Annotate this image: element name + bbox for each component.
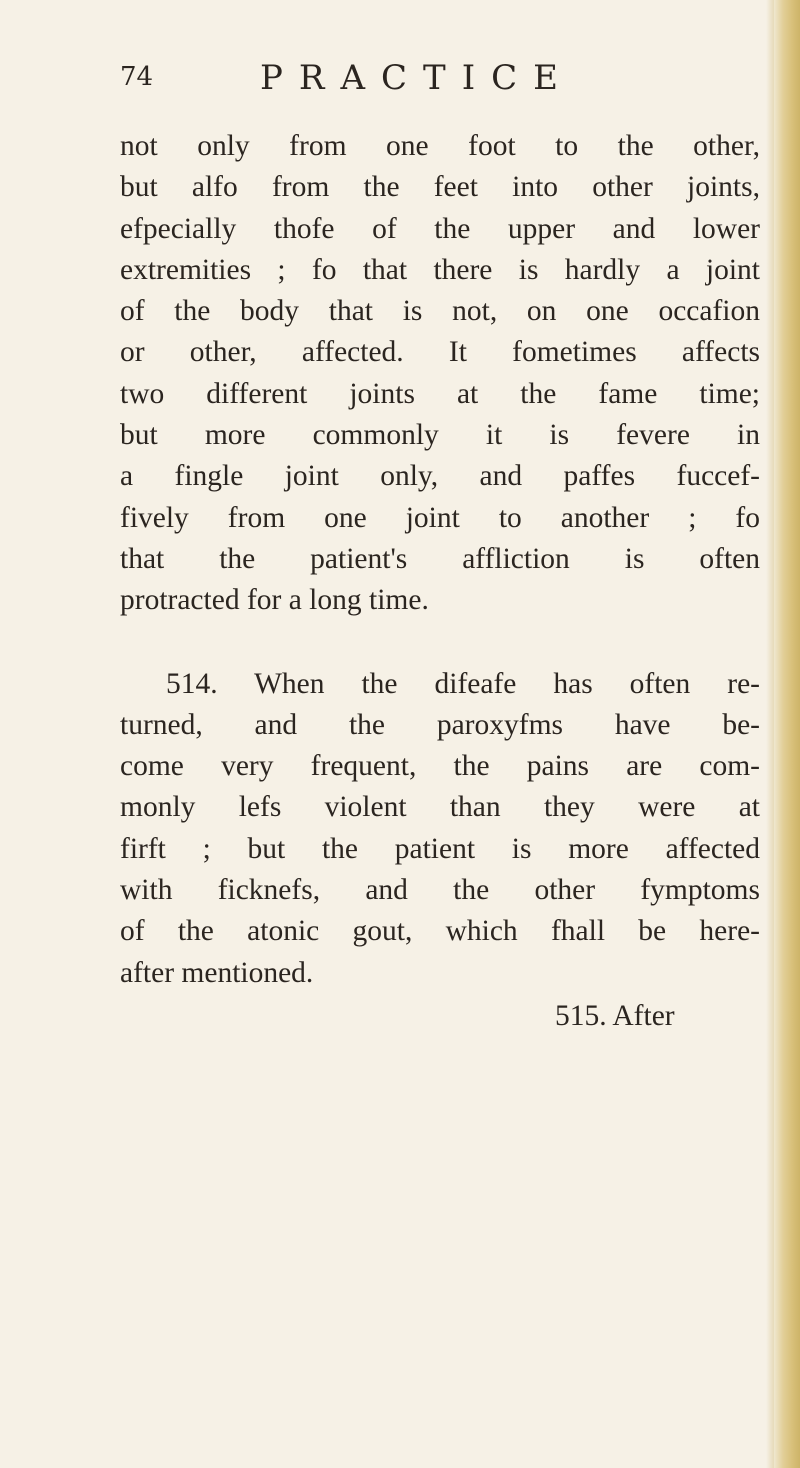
text-line: 514. When the difeafe has often re- bbox=[166, 667, 760, 700]
running-title: PRACTICE bbox=[260, 58, 574, 98]
paragraph-gap bbox=[120, 622, 760, 664]
page-edge-shadow bbox=[766, 0, 774, 1468]
text-line: not only from one foot to the other, bbox=[120, 130, 760, 162]
text-line: after mentioned. bbox=[120, 956, 314, 989]
running-head bbox=[120, 58, 760, 102]
text-line: monly lefs violent than they were at bbox=[120, 791, 760, 824]
page-number: 74 bbox=[120, 62, 154, 92]
text-line: protracted for a long time. bbox=[120, 584, 429, 617]
text-line: fively from one joint to another ; fo bbox=[120, 501, 760, 534]
text-line: firft ; but the patient is more affected bbox=[120, 832, 760, 865]
text-line: extremities ; fo that there is hardly a joint bbox=[120, 253, 760, 286]
page-edge bbox=[774, 0, 800, 1468]
text-line: with ficknefs, and the other fymptoms bbox=[120, 874, 760, 907]
catchword: 515. After bbox=[555, 1000, 675, 1032]
text-line: come very frequent, the pains are com- bbox=[120, 750, 760, 783]
text-line: but more commonly it is fevere in bbox=[120, 419, 760, 452]
text-line: of the atonic gout, which fhall be here- bbox=[120, 915, 760, 948]
paragraph-1 bbox=[120, 126, 760, 622]
text-line: but alfo from the feet into other joints, bbox=[120, 171, 760, 204]
text-line: efpecially thofe of the upper and lower bbox=[120, 212, 760, 245]
body-text bbox=[120, 126, 760, 994]
text-line: turned, and the paroxyfms have be- bbox=[120, 708, 760, 741]
text-line: a fingle joint only, and paffes fuccef- bbox=[120, 460, 760, 493]
text-line: of the body that is not, on one occafion bbox=[120, 295, 760, 328]
text-line: that the patient's affliction is often bbox=[120, 542, 760, 575]
text-line: two different joints at the fame time; bbox=[120, 377, 760, 410]
text-line: or other, affected. It fometimes affects bbox=[120, 336, 760, 369]
paragraph-514 bbox=[120, 664, 760, 994]
